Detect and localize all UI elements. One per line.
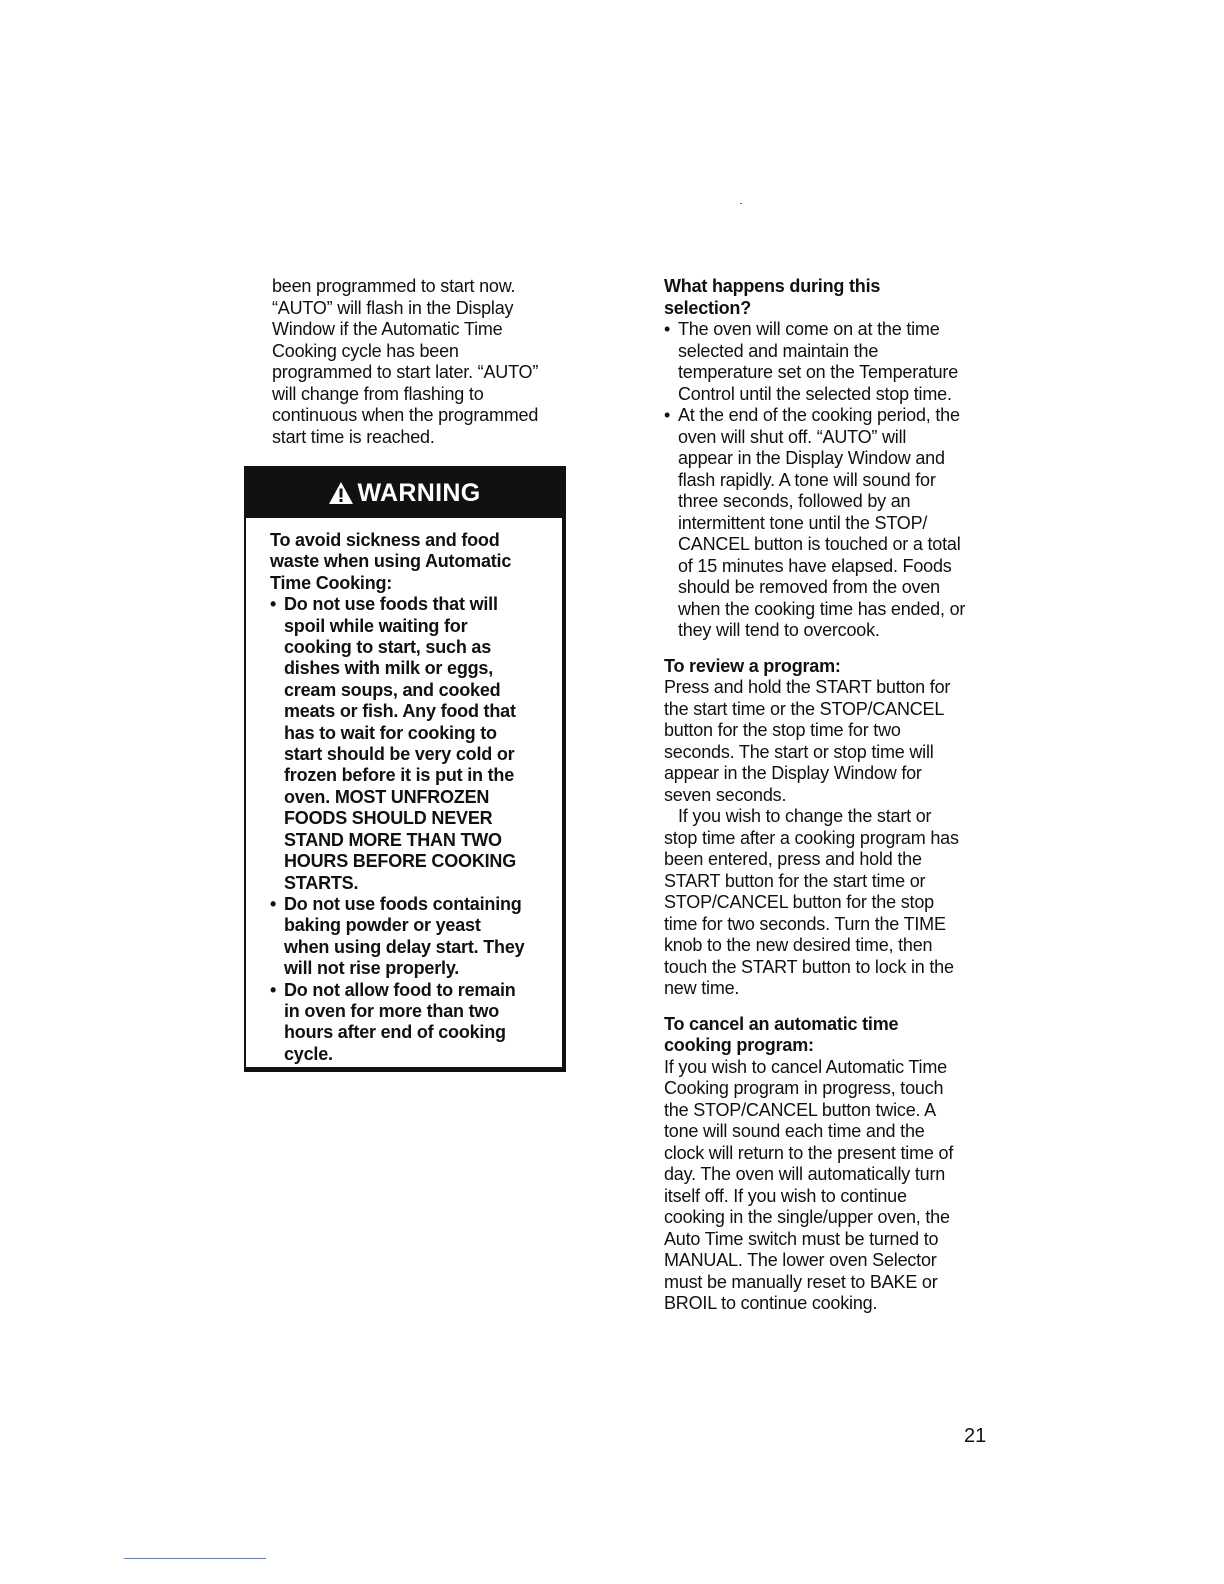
text-line: time for two seconds. Turn the TIME <box>664 913 946 934</box>
text-line: itself off. If you wish to continue <box>664 1185 907 1206</box>
text-line: will not rise properly. <box>284 958 460 979</box>
text-line: Cooking cycle has been <box>272 340 459 361</box>
text-line: Time Cooking: <box>270 572 393 593</box>
text-line: cooking to start, such as <box>284 637 492 658</box>
text-line: baking powder or yeast <box>284 915 481 936</box>
text-line: in oven for more than two <box>284 1000 500 1021</box>
text-line: when using delay start. They <box>284 936 525 957</box>
text-line: hours after end of cooking <box>284 1022 506 1043</box>
text-line: START button for the start time or <box>664 870 926 891</box>
text-line: MANUAL. The lower oven Selector <box>664 1250 937 1270</box>
text-line: oven. MOST UNFROZEN <box>284 786 490 807</box>
text-line: FOODS SHOULD NEVER <box>284 808 493 829</box>
bullet-icon: • <box>664 319 671 339</box>
text-line: Do not use foods that will <box>284 594 498 615</box>
section-heading: To review a program: <box>664 655 841 676</box>
text-line: To cancel an automatic time <box>664 1013 899 1034</box>
text-line: Cooking program in progress, touch <box>664 1078 944 1098</box>
text-line: cycle. <box>284 1043 333 1064</box>
text-line: frozen before it is put in the <box>284 765 515 786</box>
text-line: To avoid sickness and food <box>270 530 500 550</box>
warning-triangle-icon <box>328 481 354 505</box>
text-line: has to wait for cooking to <box>284 722 497 743</box>
text-line: meats or fish. Any food that <box>284 701 516 722</box>
list-item <box>664 405 1004 642</box>
text-line: been entered, press and hold the <box>664 849 922 869</box>
page-number: 21 <box>964 1425 987 1447</box>
right-column <box>664 276 1004 1315</box>
section-review-program <box>664 656 1004 1000</box>
bullet-icon: • <box>270 594 277 615</box>
text-line: If you wish to cancel Automatic Time <box>664 1056 947 1077</box>
text-line: If you wish to change the start or <box>678 806 932 826</box>
text-line: tone will sound each time and the <box>664 1121 925 1141</box>
text-line: three seconds, followed by an <box>678 491 911 511</box>
paragraph <box>664 1057 1004 1315</box>
text-line: Control until the selected stop time. <box>678 383 952 404</box>
left-column <box>272 276 572 448</box>
text-line: BROIL to continue cooking. <box>664 1293 878 1313</box>
list-item <box>664 319 1004 405</box>
warning-intro <box>270 530 552 594</box>
warning-title: WARNING <box>357 478 481 507</box>
warning-bullet-list <box>270 594 552 1065</box>
text-line: appear in the Display Window for <box>664 763 922 783</box>
section-cancel-program <box>664 1014 1004 1315</box>
text-line: What happens during this <box>664 276 881 296</box>
text-line: At the end of the cooking period, the <box>678 405 960 425</box>
text-line: continuous when the programmed <box>272 405 539 425</box>
text-line: seconds. The start or stop time will <box>664 741 934 762</box>
bullet-icon: • <box>270 979 277 1000</box>
text-line: when the cooking time has ended, or <box>678 598 966 619</box>
text-line: cooking in the single/upper oven, the <box>664 1207 950 1227</box>
paragraph <box>664 806 1004 1000</box>
text-line: waste when using Automatic <box>270 551 512 572</box>
paragraph <box>664 677 1004 806</box>
text-line: must be manually reset to BAKE or <box>664 1271 938 1292</box>
text-line: Press and hold the START button for <box>664 677 951 697</box>
section-heading <box>664 1014 1004 1057</box>
text-line: The oven will come on at the time <box>678 319 940 339</box>
warning-bullet <box>270 594 552 894</box>
text-line: Window if the Automatic Time <box>272 319 503 339</box>
text-line: new time. <box>664 978 740 998</box>
text-line: should be removed from the oven <box>678 577 940 597</box>
text-line: programmed to start later. “AUTO” <box>272 362 539 382</box>
text-line: CANCEL button is touched or a total <box>678 534 961 554</box>
text-line: stop time after a cooking program has <box>664 827 959 848</box>
section-what-happens <box>664 276 1004 642</box>
text-line: Do not use foods containing <box>284 893 522 914</box>
footer-rule <box>124 1558 266 1559</box>
text-line: oven will shut off. “AUTO” will <box>678 426 907 447</box>
text-line: the STOP/CANCEL button twice. A <box>664 1099 936 1120</box>
text-line: cream soups, and cooked <box>284 679 501 700</box>
text-line: HOURS BEFORE COOKING <box>284 851 517 872</box>
warning-bullet <box>270 894 552 980</box>
warning-header <box>246 468 562 518</box>
text-line: of 15 minutes have elapsed. Foods <box>678 555 952 576</box>
intro-paragraph <box>272 276 572 448</box>
text-line: been programmed to start now. <box>272 276 516 296</box>
text-line: clock will return to the present time of <box>664 1142 954 1163</box>
text-line: dishes with milk or eggs, <box>284 658 494 679</box>
text-line: button for the stop time for two <box>664 720 901 740</box>
bullet-icon: • <box>664 405 671 425</box>
text-line: Auto Time switch must be turned to <box>664 1228 939 1249</box>
warning-body <box>246 518 562 1065</box>
text-line: day. The oven will automatically turn <box>664 1164 946 1184</box>
text-line: “AUTO” will flash in the Display <box>272 297 514 318</box>
warning-bullet <box>270 980 552 1066</box>
text-line: cooking program: <box>664 1035 814 1055</box>
text-line: STOP/CANCEL button for the stop <box>664 892 934 912</box>
warning-box <box>244 466 566 1072</box>
text-line: they will tend to overcook. <box>678 620 880 640</box>
text-line: intermittent tone until the STOP/ <box>678 512 928 533</box>
text-line: selection? <box>664 297 752 318</box>
scan-speck <box>740 203 742 204</box>
text-line: STARTS. <box>284 872 359 893</box>
text-line: selected and maintain the <box>678 340 879 361</box>
text-line: will change from flashing to <box>272 383 484 404</box>
section-heading <box>664 276 1004 319</box>
bullet-list <box>664 319 1004 642</box>
text-line: touch the START button to lock in the <box>664 956 954 977</box>
text-line: spoil while waiting for <box>284 615 468 636</box>
text-line: flash rapidly. A tone will sound for <box>678 469 936 490</box>
text-line: the start time or the STOP/CANCEL <box>664 698 945 719</box>
text-line: temperature set on the Temperature <box>678 362 959 382</box>
text-line: seven seconds. <box>664 784 787 805</box>
text-line: Do not allow food to remain <box>284 979 516 1000</box>
text-line: start time is reached. <box>272 426 435 447</box>
text-line: STAND MORE THAN TWO <box>284 829 502 850</box>
text-line: appear in the Display Window and <box>678 448 945 468</box>
text-line: knob to the new desired time, then <box>664 935 933 955</box>
bullet-icon: • <box>270 893 277 914</box>
text-line: start should be very cold or <box>284 744 515 765</box>
